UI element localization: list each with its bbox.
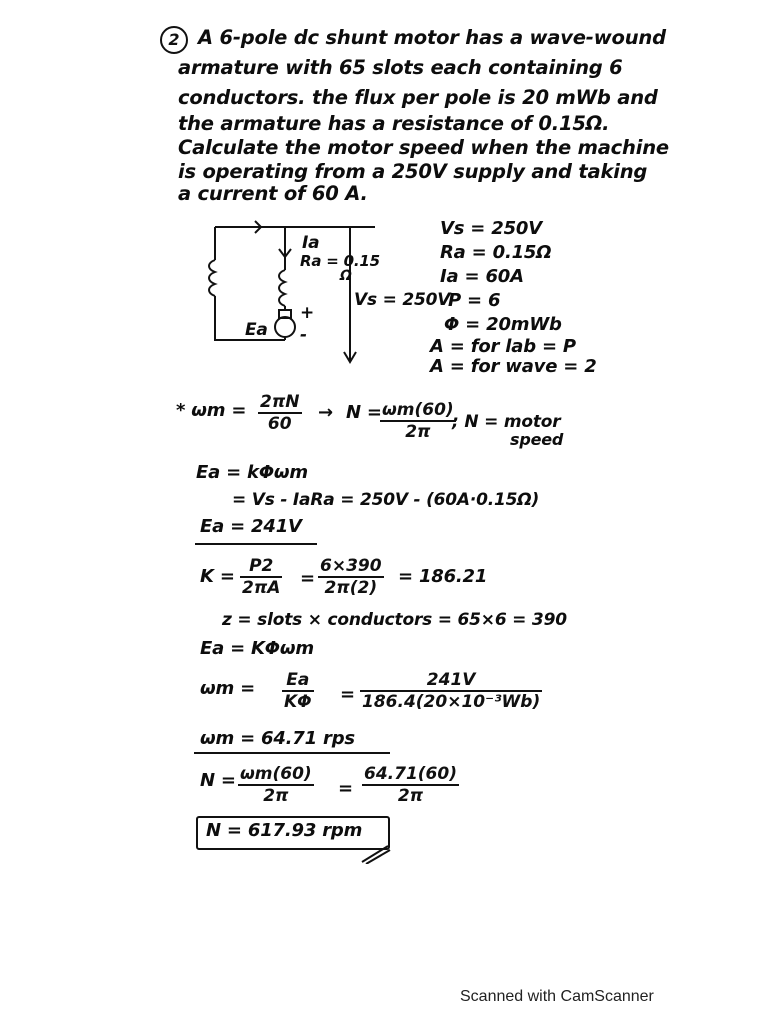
ra-label: Ra = 0.15 (300, 252, 380, 270)
k-fraction-1 (240, 556, 282, 598)
k-equals: = (300, 568, 315, 589)
problem-line-3: conductors. the flux per pole is 20 mWb and (178, 86, 658, 109)
n2-prefix: N = (200, 770, 236, 791)
n-denominator: 2π (380, 420, 456, 442)
minus-sign: - (300, 325, 307, 345)
wm2-fraction-1 (282, 670, 314, 712)
wm2-fraction-2 (360, 670, 542, 712)
arrow-icon: → (318, 402, 333, 423)
wm-denominator: 60 (258, 412, 302, 434)
n2-denominator-1: 2π (238, 784, 314, 806)
wm2-denominator-1: KΦ (284, 692, 312, 712)
k-fraction-2 (318, 556, 384, 598)
n2-denominator-2: 2π (362, 784, 459, 806)
problem-line-6: is operating from a 250V supply and taking (178, 160, 648, 183)
n-note: ; N = motor (452, 412, 561, 432)
problem-line-4: the armature has a resistance of 0.15Ω. (178, 112, 610, 135)
ea-line-4: Ea = KΦωm (200, 638, 314, 659)
given-flux: Φ = 20mWb (444, 314, 562, 335)
wm2-equals: = (340, 684, 355, 705)
given-a-wave: A = for wave = 2 (430, 356, 597, 377)
n-fraction (380, 400, 456, 442)
wm-numerator: 2πN (260, 392, 300, 412)
question-number: 2 (160, 26, 188, 54)
ea-underline (195, 543, 317, 545)
armature-icon (275, 317, 295, 337)
wm-result: ωm = 64.71 rps (200, 728, 355, 749)
n-prefix: N = (346, 402, 382, 423)
double-underline-icon (360, 842, 392, 864)
wm2-numerator-2: 241V (426, 670, 476, 690)
scanner-watermark: Scanned with CamScanner (460, 988, 654, 1005)
given-vs: Vs = 250V (440, 218, 542, 239)
n2-numerator-1: ωm(60) (240, 764, 312, 784)
problem-line-2: armature with 65 slots each containing 6 (178, 56, 623, 79)
n-numerator: ωm(60) (382, 400, 454, 420)
ea-result: Ea = 241V (200, 516, 302, 537)
wm2-denominator-2: 186.4(20×10⁻³Wb) (362, 692, 541, 712)
n2-fraction-1 (238, 764, 314, 806)
ra-unit: Ω (340, 268, 352, 284)
ea-line-2: = Vs - IaRa = 250V - (60A·0.15Ω) (232, 490, 540, 510)
ea-line-1: Ea = kΦωm (196, 462, 308, 483)
given-ra: Ra = 0.15Ω (440, 242, 552, 263)
given-ia: Ia = 60A (440, 266, 524, 287)
field-coil-icon (209, 260, 215, 296)
n2-fraction-2 (362, 764, 459, 806)
plus-sign: + (300, 303, 315, 323)
k-numerator-1: P2 (249, 556, 274, 576)
k-denominator-2: 2π(2) (318, 576, 384, 598)
final-answer: N = 617.93 rpm (206, 820, 363, 841)
n-note-speed: speed (510, 430, 564, 449)
z-line: z = slots × conductors = 65×6 = 390 (222, 610, 567, 630)
problem-line-1: A 6-pole dc shunt motor has a wave-wound (198, 26, 666, 49)
k-result: = 186.21 (398, 566, 488, 587)
k-numerator-2: 6×390 (320, 556, 382, 576)
n2-equals: = (338, 778, 353, 799)
armature-resistance-icon (279, 270, 285, 306)
ea-label: Ea (245, 320, 268, 340)
problem-line-7: a current of 60 A. (178, 182, 368, 205)
wm2-numerator-1: Ea (286, 670, 310, 690)
k-prefix: K = (200, 566, 235, 587)
wm2-prefix: ωm = (200, 678, 255, 699)
k-denominator-1: 2πA (242, 578, 281, 598)
wm-prefix: * ωm = (176, 400, 247, 421)
n2-numerator-2: 64.71(60) (364, 764, 457, 784)
vs-label: Vs = 250V (354, 290, 451, 310)
ia-label: Ia (302, 233, 320, 253)
given-a-lap: A = for lab = P (430, 336, 576, 357)
given-p: P = 6 (448, 290, 501, 311)
problem-line-5: Calculate the motor speed when the machine (178, 136, 669, 159)
wm-underline (194, 752, 390, 754)
wm-fraction (258, 392, 302, 434)
